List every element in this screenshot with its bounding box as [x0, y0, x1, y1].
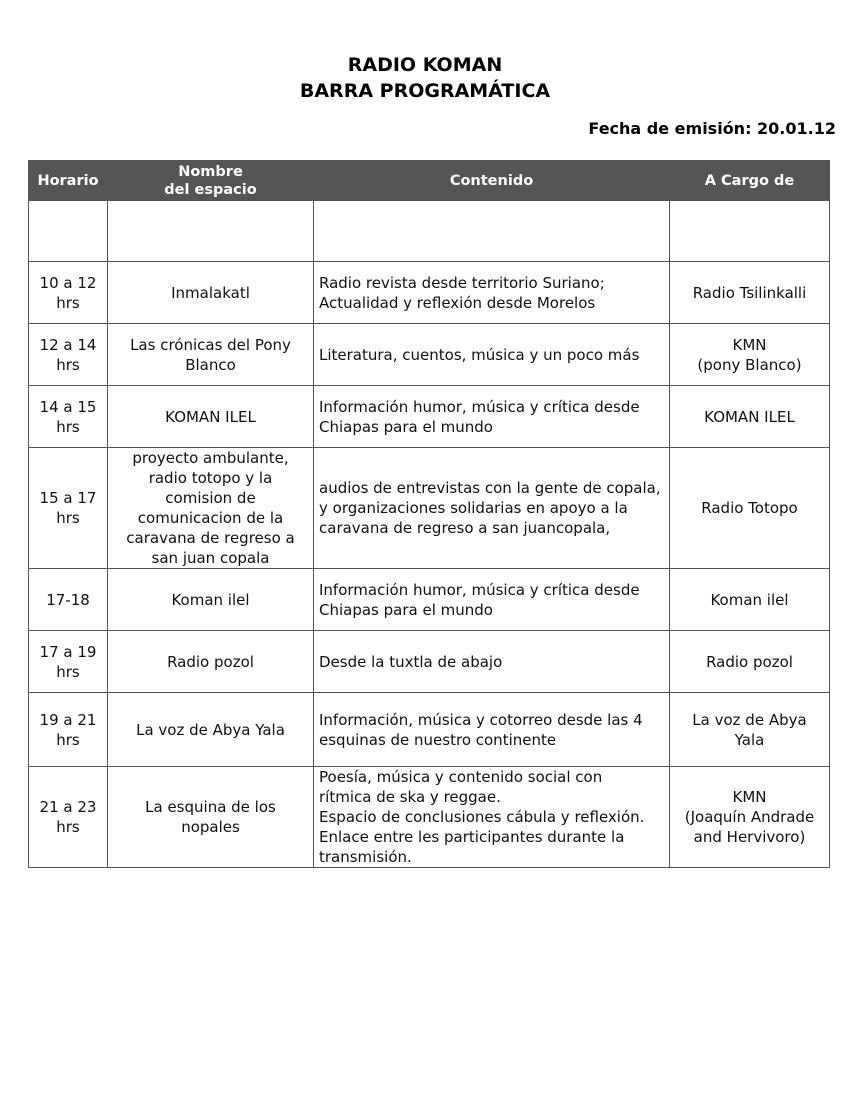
empty-cell — [29, 201, 108, 262]
title-line-1: RADIO KOMAN — [347, 54, 503, 76]
table-row — [29, 324, 830, 386]
cargo-cell: Radio pozol — [670, 631, 830, 693]
cargo-cell: Koman ilel — [670, 569, 830, 631]
horario-cell: 19 a 21 hrs — [29, 693, 108, 767]
title-line-2: BARRA PROGRAMÁTICA — [299, 80, 551, 102]
contenido-cell: Poesía, música y contenido social con rítmica de ska y reggae. Espacio de conclusiones cábula y reflexión. Enlace entre les participantes durante la transmisión. — [314, 767, 670, 868]
schedule-table — [28, 160, 830, 868]
cargo-cell: La voz de Abya Yala — [670, 693, 830, 767]
table-row — [29, 386, 830, 448]
column-header-nombre: Nombre del espacio — [108, 161, 314, 201]
title-block — [0, 52, 850, 104]
contenido-cell: Radio revista desde territorio Suriano; Actualidad y reflexión desde Morelos — [314, 262, 670, 324]
contenido-cell: Información humor, música y crítica desde Chiapas para el mundo — [314, 386, 670, 448]
empty-cell — [108, 201, 314, 262]
horario-cell: 15 a 17 hrs — [29, 448, 108, 569]
cargo-cell: Radio Totopo — [670, 448, 830, 569]
horario-cell: 14 a 15 hrs — [29, 386, 108, 448]
horario-cell: 10 a 12 hrs — [29, 262, 108, 324]
column-header-contenido: Contenido — [314, 161, 670, 201]
empty-cell — [670, 201, 830, 262]
nombre-cell: Inmalakatl — [108, 262, 314, 324]
empty-row — [29, 201, 830, 262]
nombre-cell: Koman ilel — [108, 569, 314, 631]
horario-cell: 12 a 14 hrs — [29, 324, 108, 386]
nombre-cell: La esquina de los nopales — [108, 767, 314, 868]
horario-cell: 17 a 19 hrs — [29, 631, 108, 693]
column-header-horario: Horario — [29, 161, 108, 201]
nombre-cell: Radio pozol — [108, 631, 314, 693]
contenido-cell: audios de entrevistas con la gente de copala, y organizaciones solidarias en apoyo a la caravana de regreso a san juancopala, — [314, 448, 670, 569]
column-header-cargo: A Cargo de — [670, 161, 830, 201]
table-row — [29, 767, 830, 868]
cargo-cell: KOMAN ILEL — [670, 386, 830, 448]
cargo-cell: Radio Tsilinkalli — [670, 262, 830, 324]
table-row — [29, 448, 830, 569]
cargo-cell: KMN (Joaquín Andrade and Hervivoro) — [670, 767, 830, 868]
contenido-cell: Desde la tuxtla de abajo — [314, 631, 670, 693]
cargo-cell: KMN (pony Blanco) — [670, 324, 830, 386]
horario-cell: 17-18 — [29, 569, 108, 631]
nombre-cell: KOMAN ILEL — [108, 386, 314, 448]
nombre-cell: Las crónicas del Pony Blanco — [108, 324, 314, 386]
contenido-cell: Literatura, cuentos, música y un poco más — [314, 324, 670, 386]
emission-date: Fecha de emisión: 20.01.12 — [588, 119, 836, 138]
table-row — [29, 569, 830, 631]
horario-cell: 21 a 23 hrs — [29, 767, 108, 868]
nombre-cell: La voz de Abya Yala — [108, 693, 314, 767]
contenido-cell: Información humor, música y crítica desde Chiapas para el mundo — [314, 569, 670, 631]
nombre-cell: proyecto ambulante, radio totopo y la comision de comunicacion de la caravana de regreso a san juan copala — [108, 448, 314, 569]
contenido-cell: Información, música y cotorreo desde las 4 esquinas de nuestro continente — [314, 693, 670, 767]
header-row — [29, 161, 830, 201]
table-row — [29, 693, 830, 767]
table-row — [29, 631, 830, 693]
empty-cell — [314, 201, 670, 262]
table-row — [29, 262, 830, 324]
